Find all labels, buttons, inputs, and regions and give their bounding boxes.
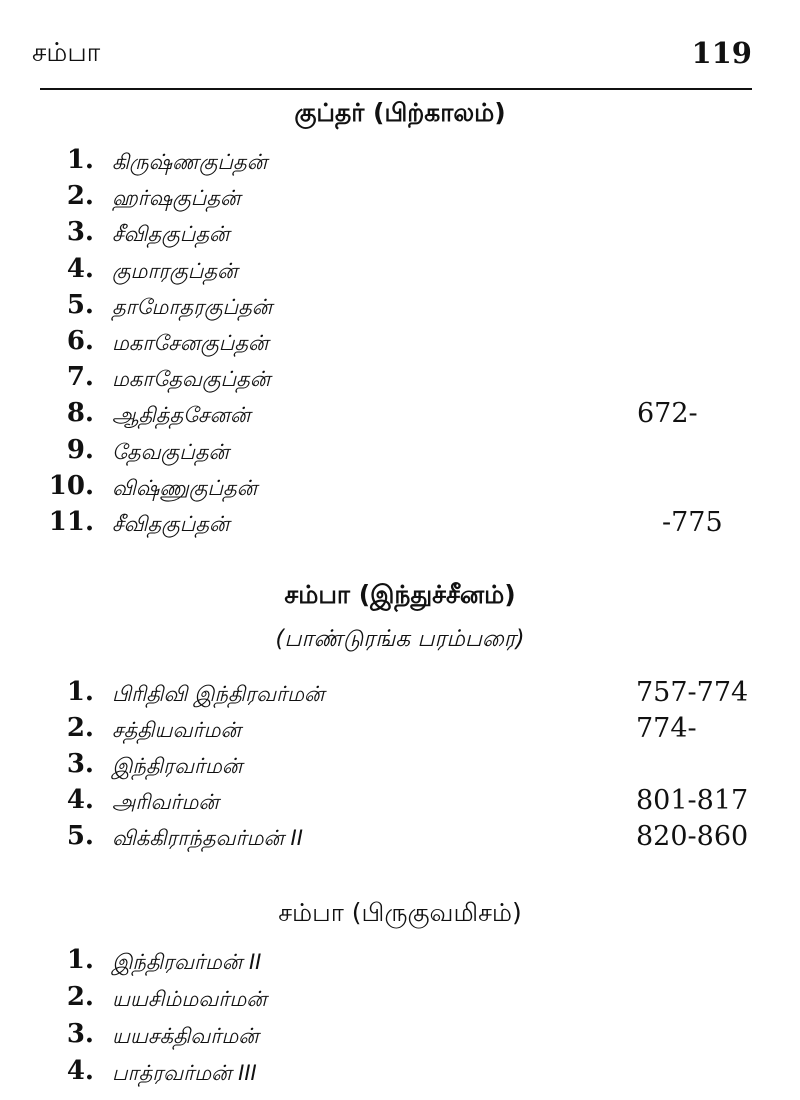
page-number: 119 [691, 36, 752, 70]
item-name: தேவகுப்தன் [112, 439, 229, 464]
item-number: 3. [66, 217, 94, 248]
item-name: சீவிதகுப்தன் [112, 512, 230, 536]
item-number: 9. [66, 434, 94, 465]
item-name: சீவிதகுப்தன் [112, 222, 230, 247]
running-head: சம்பா [32, 38, 101, 68]
item-number: 1. [66, 945, 94, 975]
item-name: பாத்ரவர்மன் III [112, 1061, 257, 1085]
section-heading-bhrigu: சம்பா (பிருகுவமிசம்) [278, 898, 522, 927]
item-name: பிரிதிவி இந்திரவர்மன் [112, 682, 325, 706]
item-number: 1. [66, 677, 94, 707]
item-name: யயசக்திவர்மன் [112, 1024, 259, 1048]
section-heading-gupta: குப்தர் (பிற்காலம்) [294, 98, 506, 127]
item-number: 7. [66, 362, 94, 393]
list-item [0, 362, 800, 398]
list-item [0, 290, 800, 326]
list-item [0, 217, 800, 253]
item-date: 757-774 [636, 677, 749, 708]
item-number: 8. [66, 398, 94, 429]
list-item [0, 785, 800, 821]
item-number: 4. [66, 1056, 94, 1086]
item-name: விஷ்ணுகுப்தன் [112, 475, 258, 500]
item-name: இந்திரவர்மன் [112, 754, 243, 778]
section-heading-champa: சம்பா (இந்துச்சீனம்) [284, 580, 516, 609]
item-name: ஆதித்தசேனன் [112, 403, 251, 428]
list-item [0, 326, 800, 362]
item-name: யயசிம்மவர்மன் [112, 987, 267, 1011]
section-subheading-panduranga: (பாண்டுரங்க பரம்பரை) [275, 626, 525, 652]
item-name: அரிவர்மன் [112, 790, 219, 814]
item-name: குமாரகுப்தன் [112, 258, 238, 283]
list-item [0, 982, 800, 1018]
item-date: 774- [636, 713, 697, 744]
item-date: 672- [637, 398, 698, 430]
item-date: -775 [662, 507, 723, 538]
list-item [0, 713, 800, 749]
item-number: 4. [66, 785, 94, 815]
list-item [0, 398, 800, 434]
list-item [0, 145, 800, 181]
list-item [0, 254, 800, 290]
item-name: சத்தியவர்மன் [112, 718, 241, 742]
item-number: 2. [66, 713, 94, 743]
list-item [0, 821, 800, 857]
item-number: 6. [66, 326, 94, 356]
item-name: இந்திரவர்மன் II [112, 950, 262, 974]
list-item [0, 749, 800, 785]
item-name: தாமோதரகுப்தன் [112, 294, 273, 319]
list-item [0, 1019, 800, 1055]
item-number: 11. [48, 507, 94, 537]
list-item [0, 507, 800, 543]
list-item [0, 677, 800, 713]
header-rule [40, 88, 752, 90]
item-number: 4. [66, 253, 94, 284]
item-number: 10. [48, 470, 94, 501]
list-item [0, 471, 800, 507]
item-name: கிருஷ்ணகுப்தன் [112, 150, 268, 174]
item-number: 3. [66, 749, 94, 779]
list-item [0, 181, 800, 217]
item-date: 801-817 [636, 785, 749, 816]
item-date: 820-860 [636, 821, 749, 852]
item-name: மகாதேவகுப்தன் [112, 367, 271, 392]
item-number: 3. [66, 1019, 94, 1049]
item-number: 5. [66, 821, 94, 851]
item-number: 5. [66, 289, 94, 320]
item-number: 2. [66, 982, 94, 1012]
item-name: மகாசேனகுப்தன் [112, 331, 269, 355]
item-name: ஹர்ஷகுப்தன் [112, 186, 241, 211]
list-item [0, 435, 800, 471]
item-number: 1. [66, 145, 94, 175]
list-item [0, 1056, 800, 1092]
item-number: 2. [66, 181, 94, 212]
list-item [0, 945, 800, 981]
item-name: விக்கிராந்தவர்மன் II [112, 826, 303, 850]
